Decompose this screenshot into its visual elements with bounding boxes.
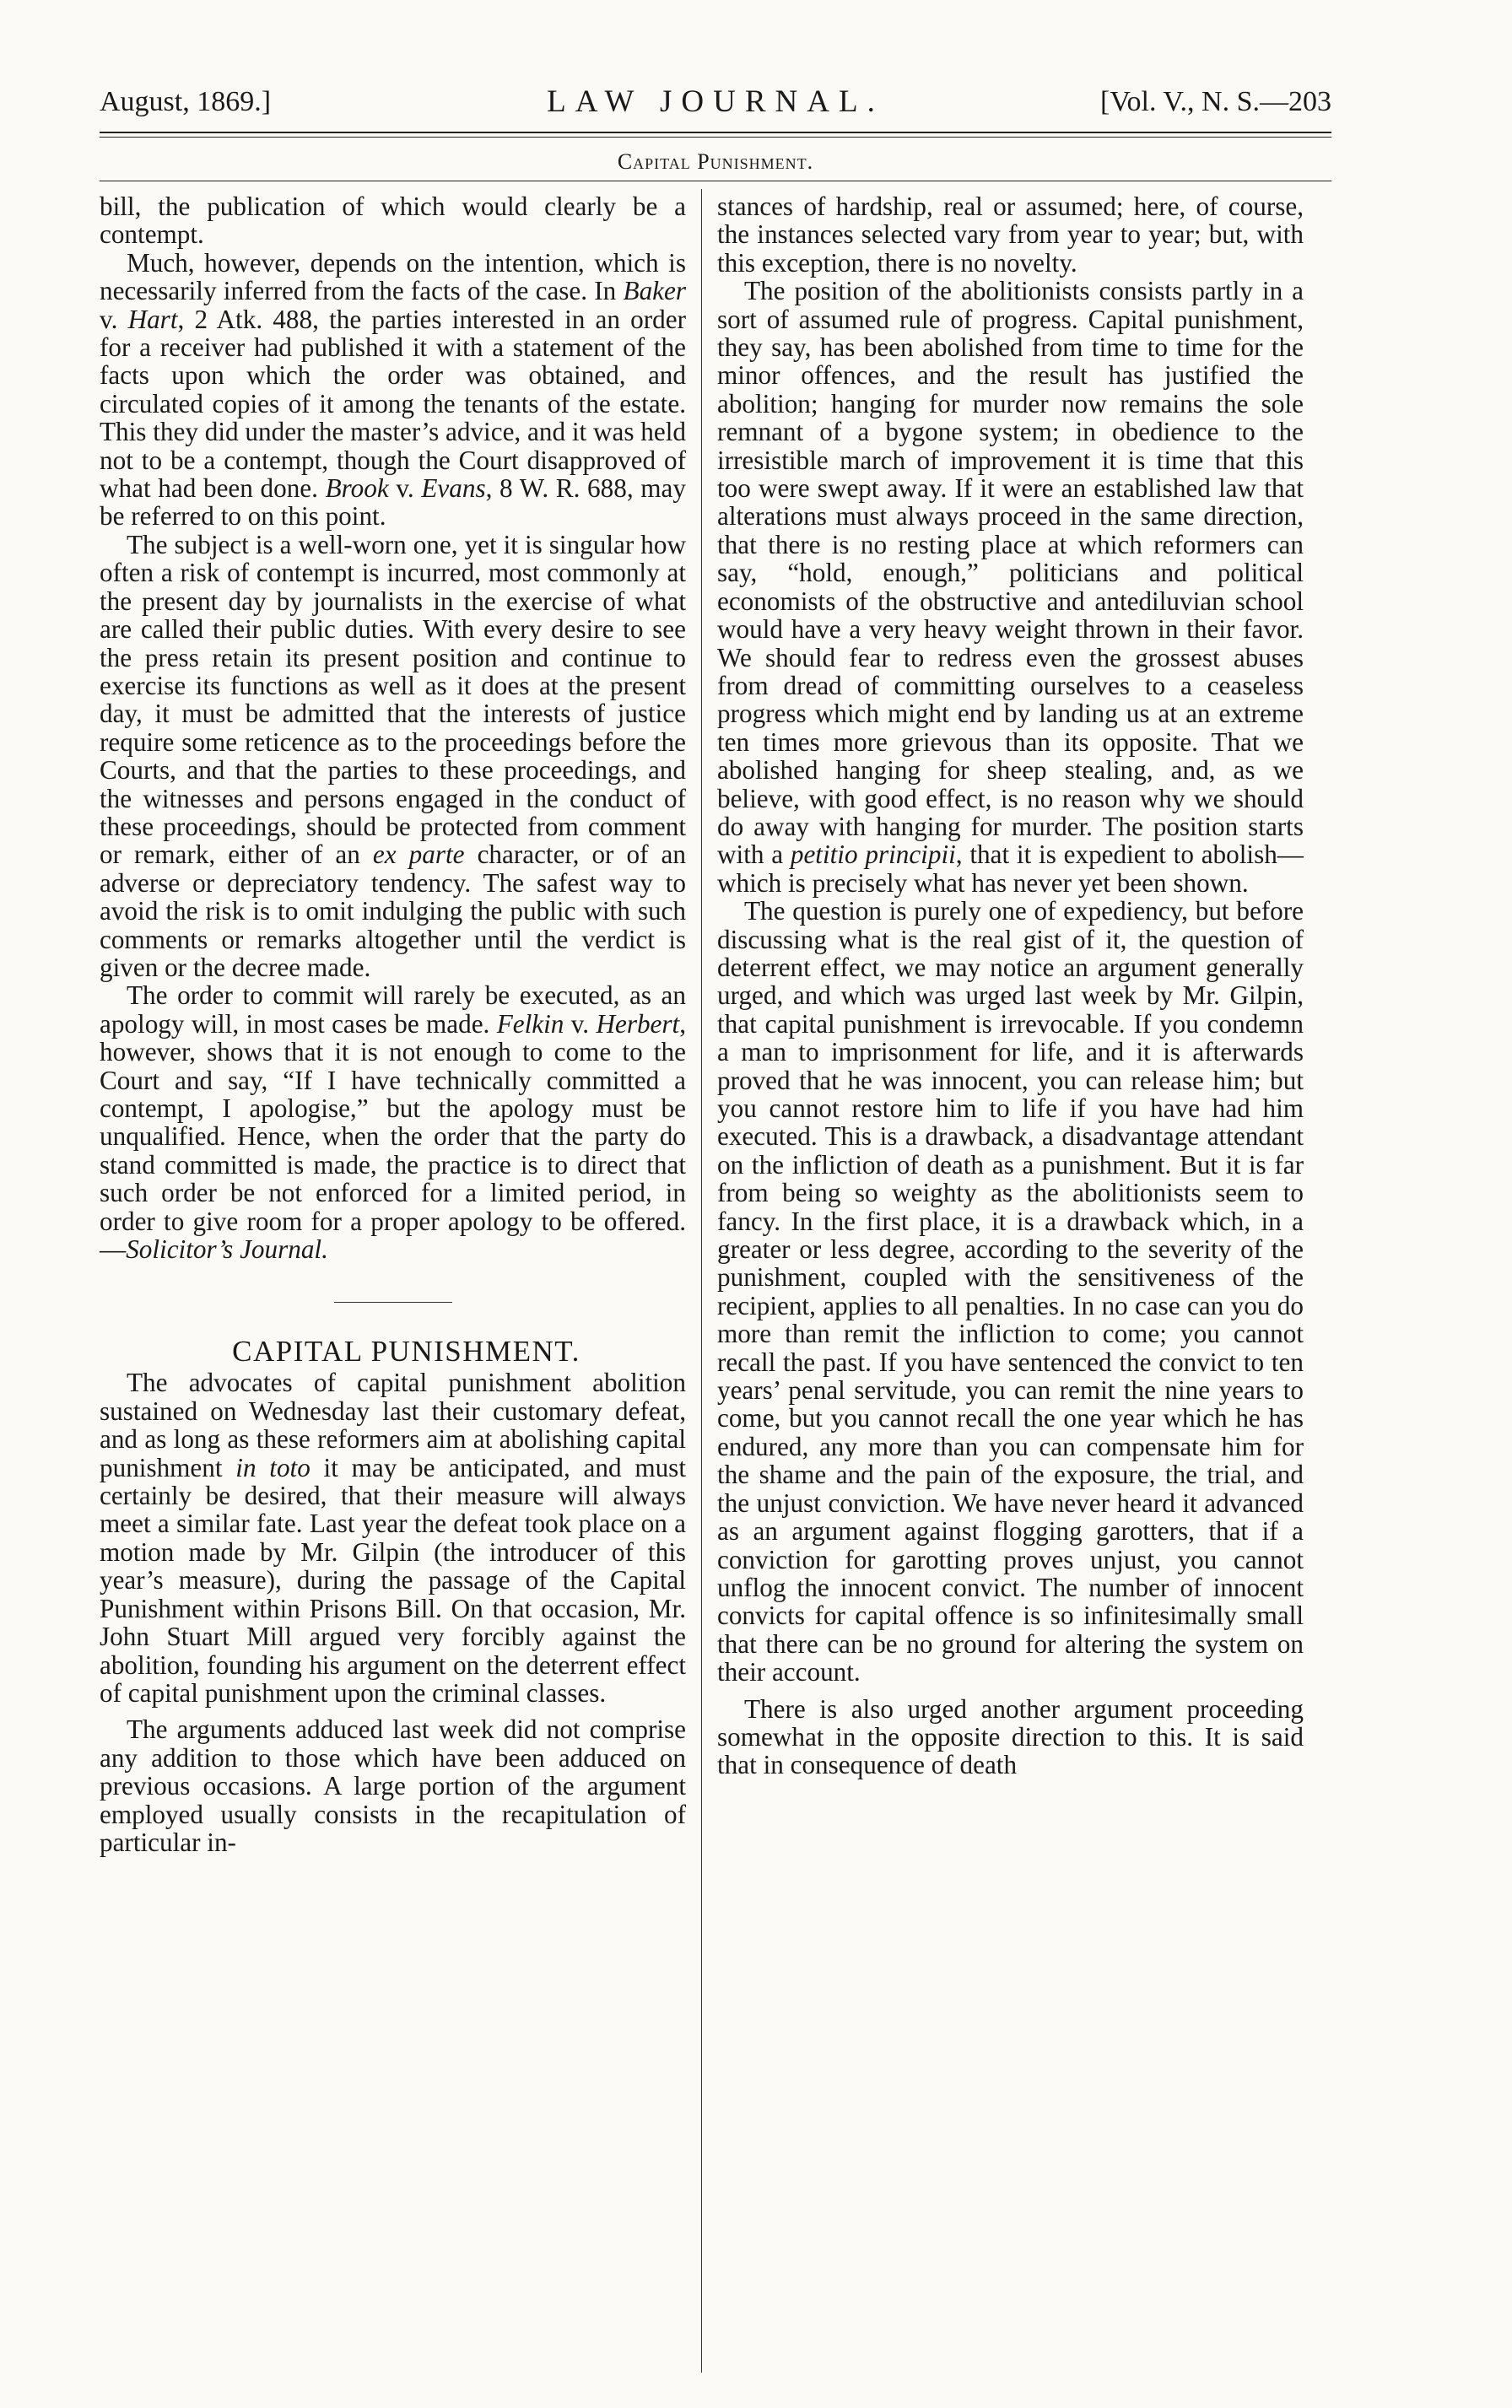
paragraph: The advocates of capital punishment abolition sustained on Wednesday last their customary defeat, and as long as these reformers aim at abolishing capital punishment in toto it may be anticipated, and must certainly be desired, that their measure will always meet a similar fate. Last year the defeat took place on a motion made by Mr. Gilpin (the introducer of this year’s measure), during the passage of the Capital Punishment within Prisons Bill. On that occasion, Mr. John Stuart Mill argued very forcibly against the abolition, founding his argument on the deterrent effect of capital punishment upon the criminal classes. [100,1368,686,1708]
paragraph: The question is purely one of expediency, but before discussing what is the real gist of it, the question of deterrent effect, we may notice an argument generally urged, and which was urged last week by Mr. Gilpin, that capital punishment is irrevocable. If you condemn a man to imprisonment for life, and it is afterwards proved that he was innocent, you can release him; but you cannot restore him to life if you have had him executed. This is a drawback, a disadvantage attendant on the infliction of death as a punishment. But it is far from being so weighty as the abolitionists seem to fancy. In the first place, it is a drawback which, in a greater or less degree, according to the severity of the punishment, coupled with the sensitiveness of the recipient, applies to all penalties. In no case can you do more than remit the infliction to come; you cannot recall the past. If you have sentenced the convict to ten years’ penal servitude, you can remit the nine years to come, but you cannot recall the one year which he has endured, any more than you can compensate him for the shame and the pain of the exposure, the trial, and the unjust conviction. We have never heard it advanced as an argument against flogging garotters, that if a conviction for garotting proves unjust, you cannot unflog the innocent convict. The number of innocent convicts for capital offence is so infinitesimally small that there can be no ground for altering the system on their account. [717,896,1304,1687]
case-name: Brook [325,473,389,504]
paragraph: bill, the publication of which would clearly be a contempt. [100,192,686,250]
volume-page-number: [Vol. V., N. S.—203 [1100,86,1331,117]
issue-date: August, 1869.] [100,86,272,117]
case-name: Hart [127,304,178,334]
paragraph: Much, however, depends on the intention, which is necessarily inferred from the facts of the case. In Baker v. Hart, 2 Atk. 488, the parties interested in an order for a receiver had published it with a statement of the facts upon which the order was obtained, and circulated copies of it among the tenants of the estate. This they did under the master’s advice, and it was held not to be a contempt, though the Court disapproved of what had been done. Brook v. Evans, 8 W. R. 688, may be referred to on this point. [100,247,686,532]
case-name: Evans [421,473,486,504]
page-header [100,81,1331,123]
case-name: Baker [623,276,686,306]
right-column [717,192,1304,1779]
article-title: CAPITAL PUNISHMENT. [232,1335,580,1369]
paragraph: The subject is a well-worn one, yet it is singular how often a risk of contempt is incurred, most commonly at the present day by journalists in the exercise of what are called their public duties. With every desire to see the press retain its present position and continue to exercise its functions as well as it does at the present day, it must be admitted that the interests of justice require some reticence as to the proceedings before the Courts, and that the parties to these proceedings, and the witnesses and persons engaged in the conduct of these proceedings, should be protected from comment or remark, either of an ex parte character, or of an adverse or depreciatory tendency. The safest way to avoid the risk is to omit indulging the public with such comments or remarks altogether until the verdict is given or the decree made. [100,529,686,982]
header-rule-top [100,132,1331,133]
paragraph: The position of the abolitionists consists partly in a sort of assumed rule of progress. Capital punishment, they say, has been abolished from time to time for the minor offences, and the result has justified the abolition; hanging for murder now remains the sole remnant of a bygone system; in obedience to the irresistible march of improvement it is time that this too were swept away. If it were an established law that alterations must always proceed in the same direction, that there is no resting place at which reformers can say, “hold, enough,” politicians and political economists of the obstructive and antediluvian school would have a very heavy weight thrown in their favor. We should fear to redress even the grossest abuses from dread of committing ourselves to a ceaseless progress which might end by landing us at an extreme ten times more grievous than its opposite. That we abolished hanging for sheep stealing, and, as we believe, with good effect, is no reason why we should do away with hanging for murder. The position starts with a petitio principii, that it is expedient to abolish—which is precisely what has never yet been shown. [717,276,1304,898]
paragraph: stances of hardship, real or assumed; here, of course, the instances selected vary from year to year; but, with this exception, there is no novelty. [717,192,1304,278]
running-head: Capital Punishment. [617,149,814,174]
left-column [100,192,686,1856]
paragraph: There is also urged another argument proceeding somewhat in the opposite direction to this. It is said that in consequence of death [717,1693,1304,1780]
case-name: Felkin [496,1008,564,1039]
journal-title: LAW JOURNAL. [547,84,884,119]
source-citation: Solicitor’s Journal. [126,1234,328,1265]
column-divider [701,189,702,2373]
paragraph: The order to commit will rarely be executed, as an apology will, in most cases be made. Felkin v. Herbert, however, shows that it is not enough to come to the Court and say, “If I have technically committed a contempt, I apologise,” but the apology must be unqualified. Hence, when the order that the party do stand committed is made, the practice is to direct that such order be not enforced for a limited period, in order to give room for a proper apology to be offered.—Solicitor’s Journal. [100,980,686,1265]
header-rule-bottom [100,137,1331,138]
case-name: Herbert [596,1008,680,1039]
section-divider [334,1302,452,1303]
paragraph: The arguments adduced last week did not comprise any addition to those which have been adduced on previous occasions. A large portion of the argument employed usually consists in the recapitulation of particular in- [100,1714,686,1857]
